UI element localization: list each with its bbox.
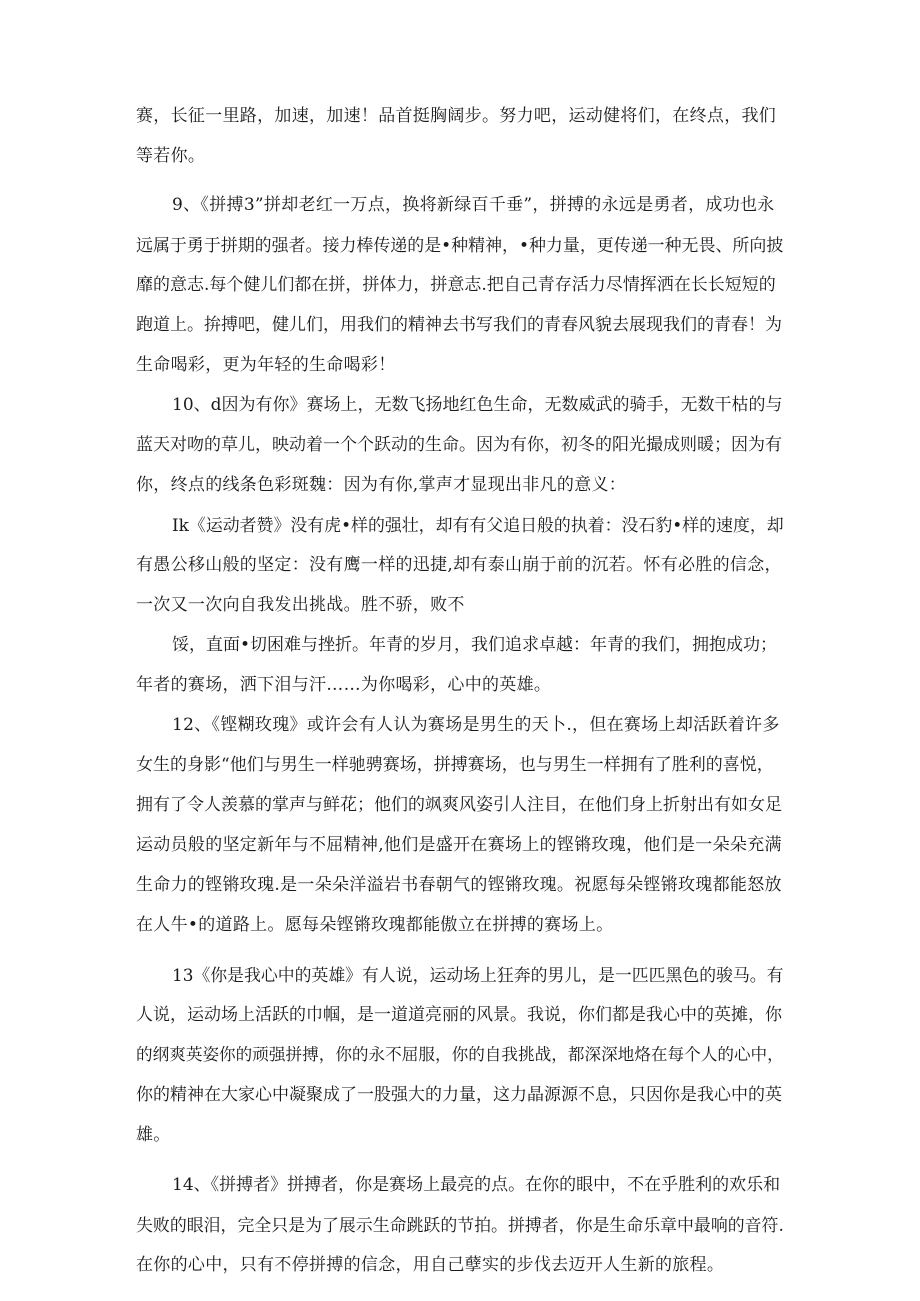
text-line: 在人牛•的道路上。愿每朵铿锵玫瑰都能傲立在拼搏的赛场上。 (136, 915, 614, 935)
paragraph-9-start: 9、《拼搏3”拼却老红一万点，换将新绿百千垂”，拼搏的永远是勇者，成功也永 (172, 195, 775, 215)
text-line: 蓝天对吻的草儿，映动着一个个跃动的生命。因为有你，初冬的阳光撮成则暖；因为有 (136, 435, 782, 455)
text-line: 失败的眼泪，完全只是为了展示生命跳跃的节拍。拼搏者，你是生命乐章中最响的音符. (136, 1215, 784, 1235)
paragraph-12-start: 12、《铿糊玫瑰》或许会有人认为赛场是男生的天卜.，但在赛场上却活跃着许多 (172, 715, 780, 735)
text-line: 馁，直面•切困难与挫折。年青的岁月，我们追求卓越：年青的我们，拥抱成功； (172, 635, 778, 655)
text-line: 在你的心中，只有不停拼搏的信念，用自己孽实的步伐去迈开人生新的旅程。 (136, 1255, 725, 1275)
text-line: 人说，运动场上活跃的巾帼，是一道道亮丽的风景。我说，你们都是我心中的英摊，你 (136, 1005, 782, 1025)
text-line: 生命力的铿锵玫瑰.是一朵朵洋溢岩书春朝气的铿锵玫瑰。祝愿每朵铿锵玫瑰都能怒放 (136, 875, 782, 895)
text-line: 有愚公移山般的坚定：没有鹰一样的迅捷,却有泰山崩于前的沉若。怀有必胜的信念， (136, 555, 782, 575)
paragraph-10-start: 10、d因为有你》赛场上，无数飞扬地红色生命，无数威武的骑手，无数干枯的与 (172, 395, 783, 415)
text-line: 赛，长征一里路，加速，加速！品首挺胸阔步。努力吧，运动健将们，在终点，我们 (136, 106, 777, 126)
text-line: 远属于勇于拼期的强者。接力棒传递的是•种精神，•种力量，更传递一种无畏、所向披 (136, 235, 784, 255)
text-line: 女生的身影“他们与男生一样驰骋赛场，拼搏赛场，也与男生一样拥有了胜利的喜悦， (136, 755, 774, 775)
text-line: 雄。 (136, 1125, 171, 1145)
text-line: 运动员般的坚定新年与不屈精神,他们是盛开在赛场上的铿锵玫瑰，他们是一朵朵充满 (136, 835, 782, 855)
text-line: 年者的赛场，洒下泪与汗……为你喝彩，心中的英雄。 (136, 675, 552, 695)
text-line: 靡的意志.每个健儿们都在拼，拼体力，拼意志.把自己青存活力尽情挥洒在长长短短的 (136, 275, 776, 295)
text-line: 生命喝彩，更为年轻的生命喝彩！ (136, 355, 396, 375)
text-line: 等若你。 (136, 146, 206, 166)
paragraph-14-start: 14、《拼搏者》拼搏者，你是赛场上最亮的点。在你的眼中，不在乎胜利的欢乐和 (172, 1175, 781, 1195)
paragraph-13-start: 13《你是我心中的英雄》有人说，运动场上狂奔的男儿，是一匹匹黑色的骏马。有 (172, 965, 784, 985)
paragraph-11-start: Ik《运动者赞》没有虎•样的强壮，却有有父追日般的执着：没石豹•样的速度，却 (172, 515, 784, 535)
text-line: 拥有了令人羡慕的掌声与鲜花；他们的飒爽风姿引人注目，在他们身上折射出有如女足 (136, 795, 782, 815)
text-line: 你的精神在大家心中凝聚成了一股强大的力量，这力晶源源不息，只因你是我心中的英 (136, 1085, 782, 1105)
text-line: 你，终点的线条色彩斑魏：因为有你,掌声才显现出非凡的意义： (136, 475, 627, 495)
text-line: 一次又一次向自我发出挑战。胜不骄，败不 (136, 595, 465, 615)
text-line: 的纲爽英姿你的顽强拼搏，你的永不屈服，你的自我挑战，都深深地烙在每个人的心中， (136, 1045, 784, 1064)
text-line: 跑道上。拚搏吧，健儿们，用我们的精神去书写我们的青春风貌去展现我们的青春！为 (136, 315, 782, 335)
